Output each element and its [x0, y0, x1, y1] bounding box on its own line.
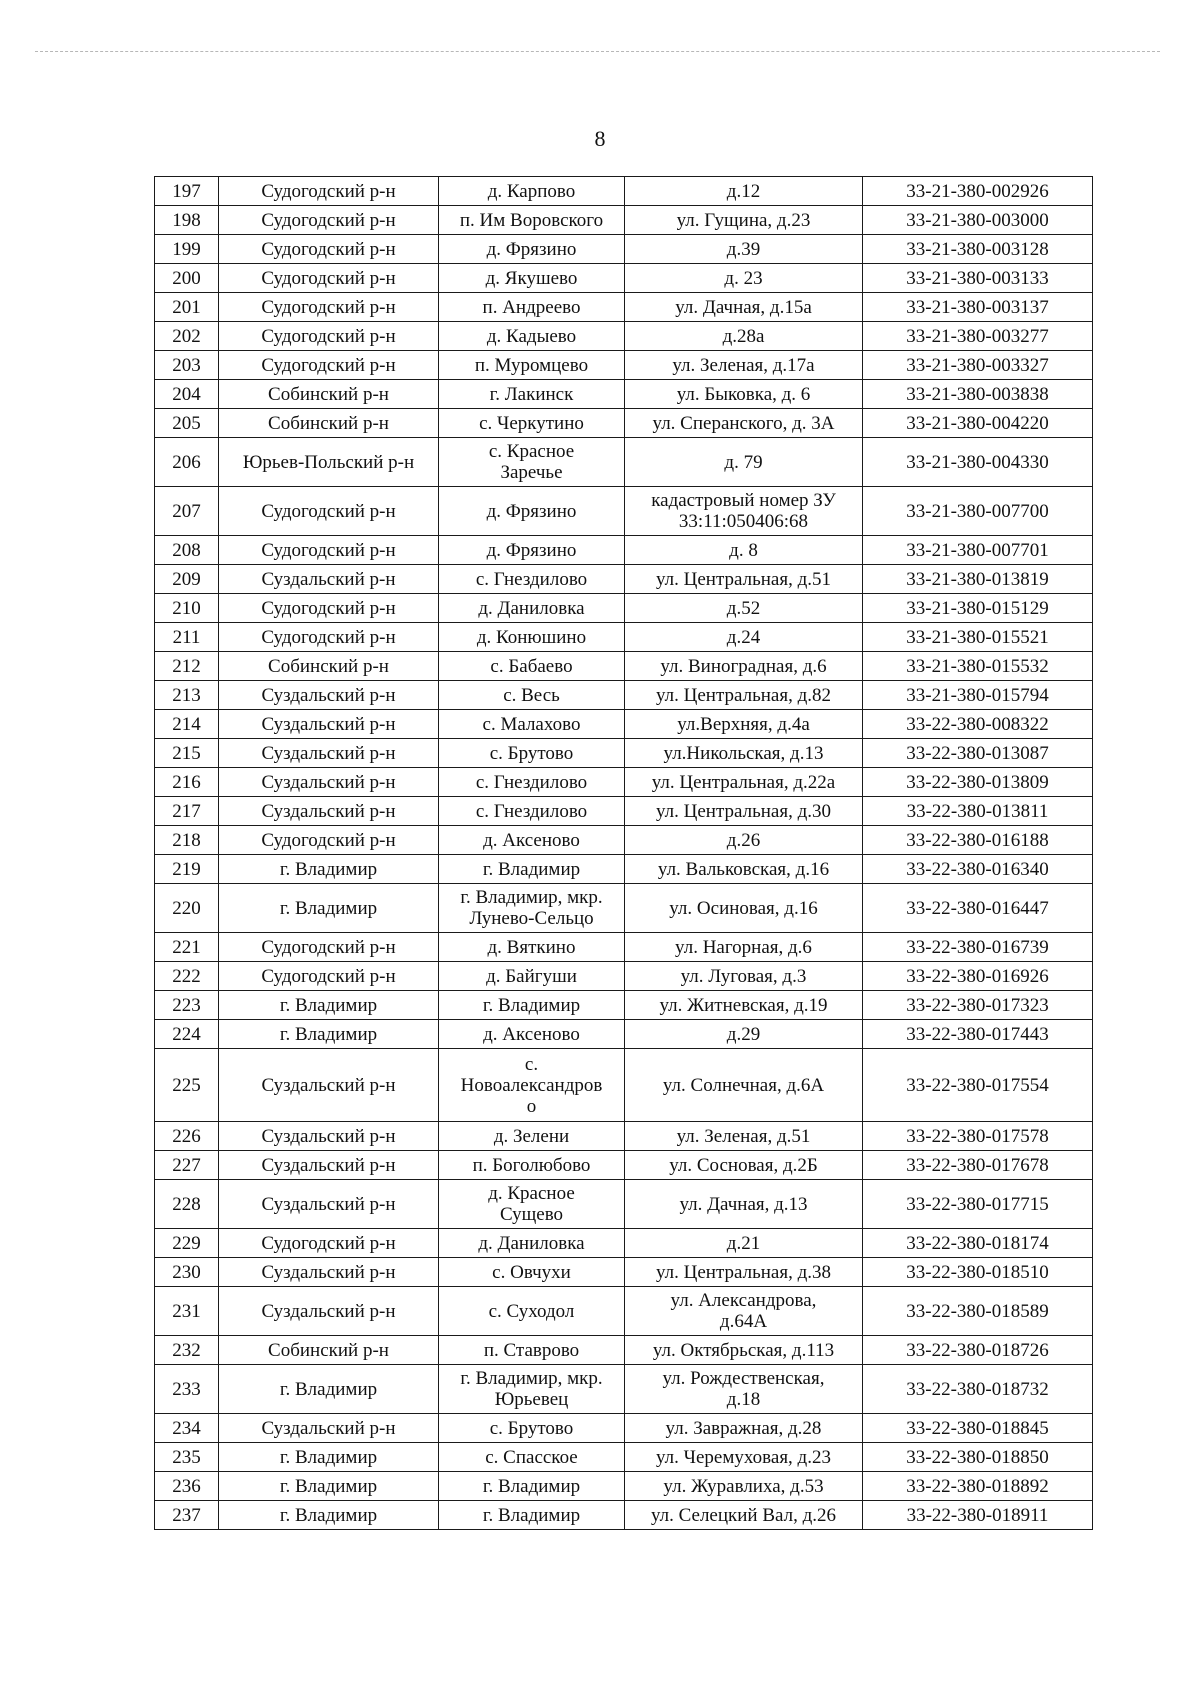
table-row [155, 351, 1093, 380]
address-cell: д.39 [625, 235, 863, 264]
address-cell: д.29 [625, 1020, 863, 1049]
row-number-cell: 201 [155, 293, 219, 322]
address-cell: ул. Селецкий Вал, д.26 [625, 1501, 863, 1530]
table-row [155, 1414, 1093, 1443]
district-cell: Судогодский р-н [219, 264, 439, 293]
district-cell: Судогодский р-н [219, 594, 439, 623]
address-cell: ул. Центральная, д.38 [625, 1258, 863, 1287]
row-number-cell: 206 [155, 438, 219, 487]
registry-table-body [155, 177, 1093, 1530]
table-row [155, 235, 1093, 264]
object-code-cell: 33-22-380-017715 [863, 1180, 1093, 1229]
address-cell: д. 23 [625, 264, 863, 293]
district-cell: Судогодский р-н [219, 293, 439, 322]
object-code-cell: 33-22-380-018510 [863, 1258, 1093, 1287]
address-cell: д.12 [625, 177, 863, 206]
object-code-cell: 33-21-380-003000 [863, 206, 1093, 235]
table-row [155, 206, 1093, 235]
table-row [155, 1049, 1093, 1122]
object-code-cell: 33-22-380-018174 [863, 1229, 1093, 1258]
address-cell: ул. Зеленая, д.17а [625, 351, 863, 380]
row-number-cell: 230 [155, 1258, 219, 1287]
district-cell: Суздальский р-н [219, 681, 439, 710]
object-code-cell: 33-22-380-016926 [863, 962, 1093, 991]
table-row [155, 1258, 1093, 1287]
address-cell: ул. Александрова, д.64А [625, 1287, 863, 1336]
district-cell: Судогодский р-н [219, 177, 439, 206]
locality-cell: д. Фрязино [439, 235, 625, 264]
table-row [155, 1287, 1093, 1336]
locality-cell: д. Зелени [439, 1122, 625, 1151]
address-cell: ул. Рождественская, д.18 [625, 1365, 863, 1414]
locality-cell: г. Владимир [439, 1501, 625, 1530]
object-code-cell: 33-22-380-018589 [863, 1287, 1093, 1336]
district-cell: Собинский р-н [219, 409, 439, 438]
object-code-cell: 33-22-380-017323 [863, 991, 1093, 1020]
table-row [155, 1180, 1093, 1229]
locality-cell: д. Даниловка [439, 1229, 625, 1258]
row-number-cell: 229 [155, 1229, 219, 1258]
district-cell: Судогодский р-н [219, 1229, 439, 1258]
table-row [155, 409, 1093, 438]
locality-cell: д. Карпово [439, 177, 625, 206]
address-cell: ул. Сперанского, д. 3А [625, 409, 863, 438]
object-code-cell: 33-22-380-008322 [863, 710, 1093, 739]
locality-cell: с. Гнездилово [439, 797, 625, 826]
row-number-cell: 213 [155, 681, 219, 710]
district-cell: Суздальский р-н [219, 739, 439, 768]
object-code-cell: 33-22-380-017678 [863, 1151, 1093, 1180]
district-cell: Суздальский р-н [219, 797, 439, 826]
address-cell: ул. Гущина, д.23 [625, 206, 863, 235]
locality-cell: с. Гнездилово [439, 565, 625, 594]
district-cell: Судогодский р-н [219, 536, 439, 565]
object-code-cell: 33-22-380-018850 [863, 1443, 1093, 1472]
table-row [155, 962, 1093, 991]
address-cell: д.26 [625, 826, 863, 855]
object-code-cell: 33-21-380-003838 [863, 380, 1093, 409]
page-number: 8 [594, 126, 606, 151]
row-number-cell: 222 [155, 962, 219, 991]
table-row [155, 1336, 1093, 1365]
table-row [155, 710, 1093, 739]
district-cell: Судогодский р-н [219, 235, 439, 264]
object-code-cell: 33-21-380-007700 [863, 487, 1093, 536]
table-row [155, 1501, 1093, 1530]
row-number-cell: 203 [155, 351, 219, 380]
district-cell: Судогодский р-н [219, 322, 439, 351]
locality-cell: с. Спасское [439, 1443, 625, 1472]
district-cell: Судогодский р-н [219, 206, 439, 235]
locality-cell: п. Ставрово [439, 1336, 625, 1365]
locality-cell: с. Брутово [439, 1414, 625, 1443]
object-code-cell: 33-21-380-015129 [863, 594, 1093, 623]
row-number-cell: 223 [155, 991, 219, 1020]
district-cell: Суздальский р-н [219, 565, 439, 594]
object-code-cell: 33-22-380-017443 [863, 1020, 1093, 1049]
row-number-cell: 231 [155, 1287, 219, 1336]
row-number-cell: 210 [155, 594, 219, 623]
table-row [155, 884, 1093, 933]
locality-cell: с. Красное Заречье [439, 438, 625, 487]
object-code-cell: 33-21-380-007701 [863, 536, 1093, 565]
object-code-cell: 33-22-380-017578 [863, 1122, 1093, 1151]
row-number-cell: 237 [155, 1501, 219, 1530]
address-cell: ул. Дачная, д.15а [625, 293, 863, 322]
address-cell: ул. Центральная, д.51 [625, 565, 863, 594]
table-row [155, 1472, 1093, 1501]
address-cell: ул. Центральная, д.22а [625, 768, 863, 797]
table-row [155, 487, 1093, 536]
row-number-cell: 214 [155, 710, 219, 739]
address-cell: ул. Виноградная, д.6 [625, 652, 863, 681]
row-number-cell: 208 [155, 536, 219, 565]
locality-cell: с. Брутово [439, 739, 625, 768]
row-number-cell: 233 [155, 1365, 219, 1414]
address-cell: д.21 [625, 1229, 863, 1258]
row-number-cell: 220 [155, 884, 219, 933]
row-number-cell: 198 [155, 206, 219, 235]
object-code-cell: 33-22-380-017554 [863, 1049, 1093, 1122]
locality-cell: с. Суходол [439, 1287, 625, 1336]
row-number-cell: 236 [155, 1472, 219, 1501]
locality-cell: п. Боголюбово [439, 1151, 625, 1180]
locality-cell: д. Конюшино [439, 623, 625, 652]
locality-cell: д. Красное Сущево [439, 1180, 625, 1229]
table-row [155, 933, 1093, 962]
table-row [155, 594, 1093, 623]
row-number-cell: 232 [155, 1336, 219, 1365]
district-cell: Суздальский р-н [219, 1180, 439, 1229]
table-row [155, 293, 1093, 322]
address-cell: ул. Нагорная, д.6 [625, 933, 863, 962]
object-code-cell: 33-21-380-002926 [863, 177, 1093, 206]
district-cell: Суздальский р-н [219, 768, 439, 797]
row-number-cell: 219 [155, 855, 219, 884]
locality-cell: д. Байгуши [439, 962, 625, 991]
object-code-cell: 33-22-380-016340 [863, 855, 1093, 884]
object-code-cell: 33-22-380-013809 [863, 768, 1093, 797]
locality-cell: с. Овчухи [439, 1258, 625, 1287]
row-number-cell: 212 [155, 652, 219, 681]
table-row [155, 1229, 1093, 1258]
table-row [155, 380, 1093, 409]
row-number-cell: 226 [155, 1122, 219, 1151]
row-number-cell: 197 [155, 177, 219, 206]
district-cell: г. Владимир [219, 1020, 439, 1049]
object-code-cell: 33-22-380-016447 [863, 884, 1093, 933]
district-cell: Судогодский р-н [219, 933, 439, 962]
district-cell: г. Владимир [219, 1365, 439, 1414]
locality-cell: г. Владимир, мкр. Юрьевец [439, 1365, 625, 1414]
row-number-cell: 199 [155, 235, 219, 264]
row-number-cell: 202 [155, 322, 219, 351]
object-code-cell: 33-21-380-003277 [863, 322, 1093, 351]
district-cell: Собинский р-н [219, 1336, 439, 1365]
table-row [155, 1122, 1093, 1151]
district-cell: Суздальский р-н [219, 710, 439, 739]
row-number-cell: 211 [155, 623, 219, 652]
table-row [155, 855, 1093, 884]
row-number-cell: 221 [155, 933, 219, 962]
address-cell: ул. Октябрьская, д.113 [625, 1336, 863, 1365]
row-number-cell: 207 [155, 487, 219, 536]
table-row [155, 1443, 1093, 1472]
row-number-cell: 209 [155, 565, 219, 594]
row-number-cell: 227 [155, 1151, 219, 1180]
object-code-cell: 33-21-380-003327 [863, 351, 1093, 380]
table-row [155, 797, 1093, 826]
row-number-cell: 204 [155, 380, 219, 409]
registry-table [154, 176, 1093, 1530]
object-code-cell: 33-21-380-015794 [863, 681, 1093, 710]
address-cell: ул. Зеленая, д.51 [625, 1122, 863, 1151]
locality-cell: г. Владимир [439, 855, 625, 884]
row-number-cell: 217 [155, 797, 219, 826]
address-cell: ул. Быковка, д. 6 [625, 380, 863, 409]
address-cell: ул. Журавлиха, д.53 [625, 1472, 863, 1501]
district-cell: г. Владимир [219, 855, 439, 884]
address-cell: ул. Дачная, д.13 [625, 1180, 863, 1229]
row-number-cell: 235 [155, 1443, 219, 1472]
locality-cell: с. Бабаево [439, 652, 625, 681]
locality-cell: п. Муромцево [439, 351, 625, 380]
row-number-cell: 234 [155, 1414, 219, 1443]
object-code-cell: 33-22-380-018892 [863, 1472, 1093, 1501]
locality-cell: д. Вяткино [439, 933, 625, 962]
district-cell: г. Владимир [219, 1501, 439, 1530]
district-cell: Суздальский р-н [219, 1049, 439, 1122]
district-cell: Судогодский р-н [219, 623, 439, 652]
object-code-cell: 33-21-380-013819 [863, 565, 1093, 594]
object-code-cell: 33-22-380-013811 [863, 797, 1093, 826]
address-cell: д.28а [625, 322, 863, 351]
locality-cell: д. Аксеново [439, 1020, 625, 1049]
address-cell: кадастровый номер ЗУ 33:11:050406:68 [625, 487, 863, 536]
address-cell: ул. Осиновая, д.16 [625, 884, 863, 933]
object-code-cell: 33-22-380-018732 [863, 1365, 1093, 1414]
object-code-cell: 33-22-380-016739 [863, 933, 1093, 962]
district-cell: Суздальский р-н [219, 1151, 439, 1180]
object-code-cell: 33-22-380-018911 [863, 1501, 1093, 1530]
locality-cell: д. Аксеново [439, 826, 625, 855]
object-code-cell: 33-22-380-018845 [863, 1414, 1093, 1443]
address-cell: ул.Никольская, д.13 [625, 739, 863, 768]
table-row [155, 322, 1093, 351]
district-cell: Суздальский р-н [219, 1287, 439, 1336]
address-cell: д. 8 [625, 536, 863, 565]
row-number-cell: 218 [155, 826, 219, 855]
table-row [155, 1365, 1093, 1414]
address-cell: ул. Луговая, д.3 [625, 962, 863, 991]
table-row [155, 565, 1093, 594]
table-row [155, 768, 1093, 797]
locality-cell: г. Владимир [439, 1472, 625, 1501]
district-cell: Суздальский р-н [219, 1122, 439, 1151]
address-cell: ул.Верхняя, д.4а [625, 710, 863, 739]
address-cell: ул. Центральная, д.30 [625, 797, 863, 826]
object-code-cell: 33-22-380-016188 [863, 826, 1093, 855]
district-cell: Судогодский р-н [219, 962, 439, 991]
object-code-cell: 33-22-380-018726 [863, 1336, 1093, 1365]
district-cell: Суздальский р-н [219, 1414, 439, 1443]
district-cell: Собинский р-н [219, 380, 439, 409]
locality-cell: п. Им Воровского [439, 206, 625, 235]
table-row [155, 264, 1093, 293]
district-cell: Суздальский р-н [219, 1258, 439, 1287]
address-cell: ул. Центральная, д.82 [625, 681, 863, 710]
table-row [155, 1020, 1093, 1049]
table-row [155, 681, 1093, 710]
locality-cell: г. Владимир [439, 991, 625, 1020]
address-cell: д.52 [625, 594, 863, 623]
district-cell: г. Владимир [219, 884, 439, 933]
table-row [155, 623, 1093, 652]
locality-cell: д. Фрязино [439, 487, 625, 536]
address-cell: д. 79 [625, 438, 863, 487]
district-cell: Судогодский р-н [219, 487, 439, 536]
locality-cell: д. Кадыево [439, 322, 625, 351]
district-cell: г. Владимир [219, 991, 439, 1020]
locality-cell: с. Малахово [439, 710, 625, 739]
address-cell: ул. Черемуховая, д.23 [625, 1443, 863, 1472]
locality-cell: д. Якушево [439, 264, 625, 293]
address-cell: ул. Сосновая, д.2Б [625, 1151, 863, 1180]
object-code-cell: 33-22-380-013087 [863, 739, 1093, 768]
object-code-cell: 33-21-380-003133 [863, 264, 1093, 293]
locality-cell: г. Владимир, мкр. Лунево-Сельцо [439, 884, 625, 933]
object-code-cell: 33-21-380-015521 [863, 623, 1093, 652]
table-row [155, 1151, 1093, 1180]
object-code-cell: 33-21-380-015532 [863, 652, 1093, 681]
locality-cell: с. Черкутино [439, 409, 625, 438]
scan-artifact-line [35, 51, 1160, 52]
row-number-cell: 215 [155, 739, 219, 768]
object-code-cell: 33-21-380-004330 [863, 438, 1093, 487]
table-row [155, 991, 1093, 1020]
object-code-cell: 33-21-380-003128 [863, 235, 1093, 264]
district-cell: Судогодский р-н [219, 351, 439, 380]
table-row [155, 826, 1093, 855]
object-code-cell: 33-21-380-003137 [863, 293, 1093, 322]
object-code-cell: 33-21-380-004220 [863, 409, 1093, 438]
address-cell: ул. Житневская, д.19 [625, 991, 863, 1020]
address-cell: ул. Солнечная, д.6А [625, 1049, 863, 1122]
row-number-cell: 224 [155, 1020, 219, 1049]
locality-cell: г. Лакинск [439, 380, 625, 409]
locality-cell: д. Даниловка [439, 594, 625, 623]
locality-cell: с. Весь [439, 681, 625, 710]
row-number-cell: 225 [155, 1049, 219, 1122]
table-row [155, 438, 1093, 487]
address-cell: ул. Завражная, д.28 [625, 1414, 863, 1443]
row-number-cell: 205 [155, 409, 219, 438]
locality-cell: с. Новоалександров о [439, 1049, 625, 1122]
row-number-cell: 228 [155, 1180, 219, 1229]
table-row [155, 652, 1093, 681]
district-cell: г. Владимир [219, 1472, 439, 1501]
row-number-cell: 200 [155, 264, 219, 293]
locality-cell: д. Фрязино [439, 536, 625, 565]
locality-cell: п. Андреево [439, 293, 625, 322]
table-row [155, 739, 1093, 768]
row-number-cell: 216 [155, 768, 219, 797]
table-row [155, 536, 1093, 565]
district-cell: Судогодский р-н [219, 826, 439, 855]
district-cell: Юрьев-Польский р-н [219, 438, 439, 487]
district-cell: Собинский р-н [219, 652, 439, 681]
address-cell: д.24 [625, 623, 863, 652]
locality-cell: с. Гнездилово [439, 768, 625, 797]
address-cell: ул. Вальковская, д.16 [625, 855, 863, 884]
table-row [155, 177, 1093, 206]
district-cell: г. Владимир [219, 1443, 439, 1472]
